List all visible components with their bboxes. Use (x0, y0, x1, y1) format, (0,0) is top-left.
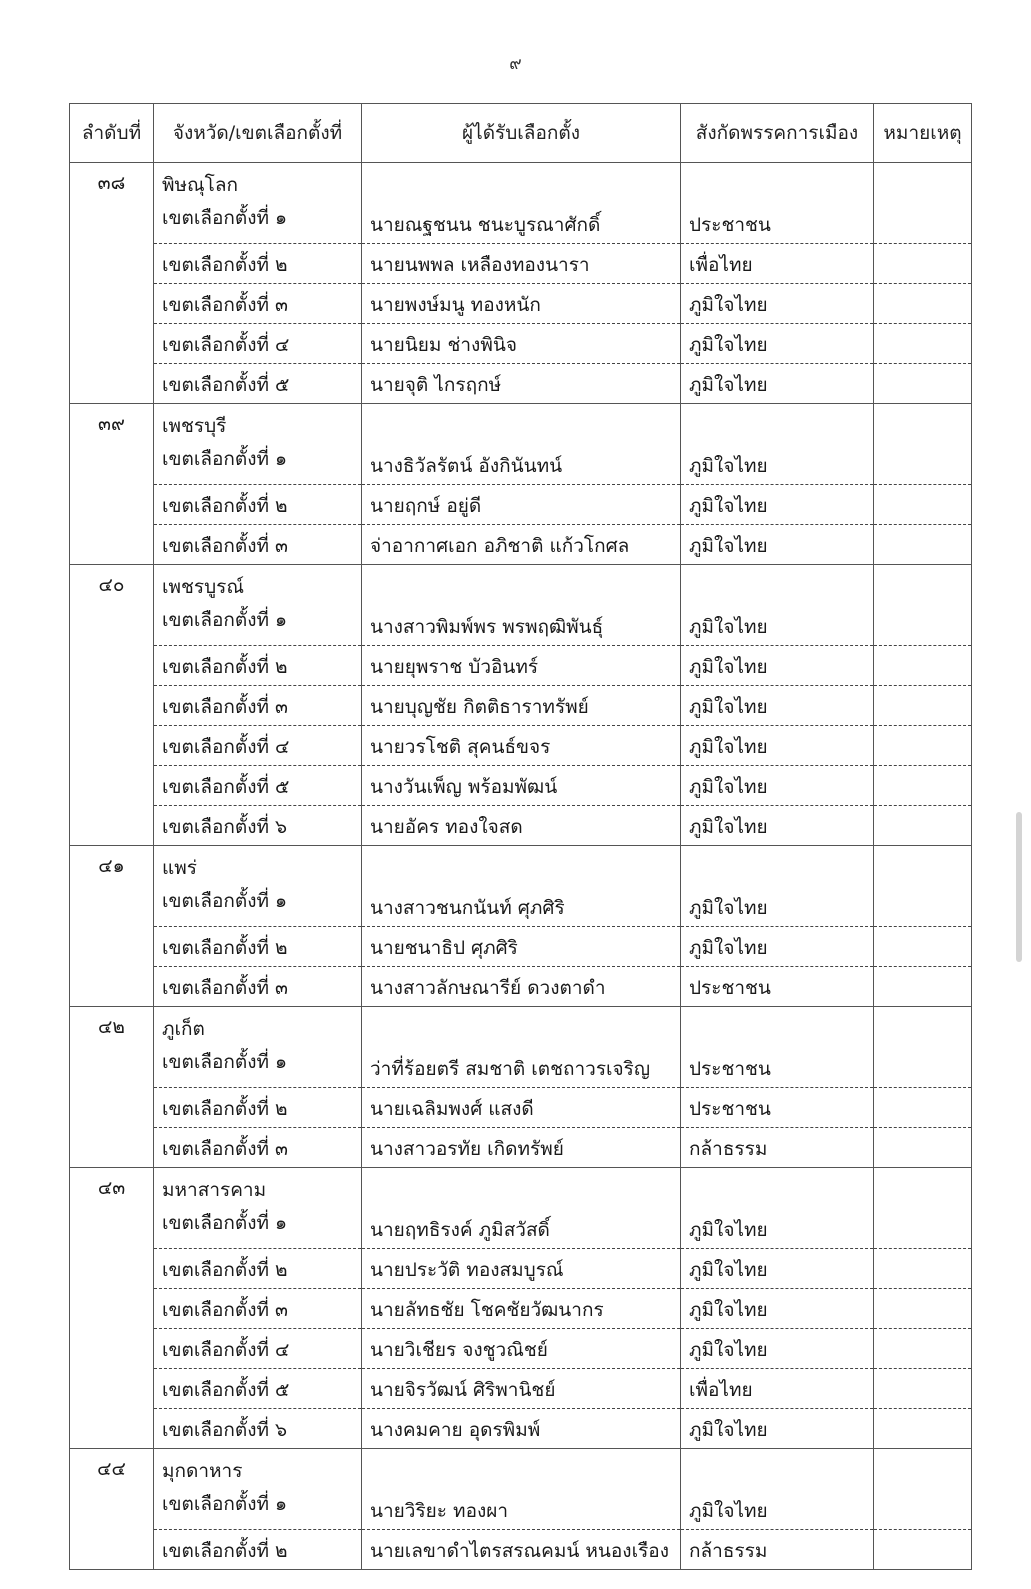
elected-name: นายอัคร ทองใจสด (362, 806, 681, 846)
table-row (70, 646, 972, 686)
table-row (70, 726, 972, 766)
province-name: มหาสารคาม (162, 1179, 267, 1201)
elected-name: นายวิเชียร จงชูวณิชย์ (362, 1329, 681, 1369)
party-name: เพื่อไทย (681, 244, 874, 284)
party-name: ภูมิใจไทย (681, 485, 874, 525)
note (874, 163, 972, 244)
province-name: พิษณุโลก (162, 174, 239, 196)
sequence-number: ๔๑ (70, 846, 154, 1007)
party-name: กล้าธรรม (681, 1530, 874, 1570)
table-body (70, 163, 972, 1570)
elected-name: นายวรโชติ สุคนธ์ขจร (362, 726, 681, 766)
province-name: เพชรบูรณ์ (162, 576, 245, 598)
district-label: เขตเลือกตั้งที่ ๓ (154, 525, 362, 565)
party-name: ภูมิใจไทย (681, 1168, 874, 1249)
elected-name: นางคมคาย อุดรพิมพ์ (362, 1409, 681, 1449)
note (874, 927, 972, 967)
party-name: กล้าธรรม (681, 1128, 874, 1168)
note (874, 364, 972, 404)
note (874, 646, 972, 686)
party-name: ประชาชน (681, 967, 874, 1007)
party-name: ภูมิใจไทย (681, 525, 874, 565)
elected-name: นายชนาธิป ศุภศิริ (362, 927, 681, 967)
table-row (70, 163, 972, 244)
note (874, 686, 972, 726)
district-label: เขตเลือกตั้งที่ ๒ (154, 1530, 362, 1570)
party-name: ภูมิใจไทย (681, 927, 874, 967)
elected-name: นางวันเพ็ญ พร้อมพัฒน์ (362, 766, 681, 806)
table-row (70, 1249, 972, 1289)
district-label: เขตเลือกตั้งที่ ๓ (154, 686, 362, 726)
elected-name: นางธิวัลรัตน์ อังกินันทน์ (362, 404, 681, 485)
header-note: หมายเหตุ (874, 104, 972, 163)
party-name: ภูมิใจไทย (681, 846, 874, 927)
note (874, 1329, 972, 1369)
table-row (70, 1409, 972, 1449)
party-name: ภูมิใจไทย (681, 1289, 874, 1329)
province-district-cell (154, 846, 362, 927)
party-name: ภูมิใจไทย (681, 686, 874, 726)
province-district-cell (154, 1449, 362, 1530)
district-label: เขตเลือกตั้งที่ ๑ (162, 1493, 288, 1515)
sequence-number: ๓๙ (70, 404, 154, 565)
elected-name: นายลัทธชัย โชคชัยวัฒนากร (362, 1289, 681, 1329)
district-label: เขตเลือกตั้งที่ ๒ (154, 1088, 362, 1128)
district-label: เขตเลือกตั้งที่ ๕ (154, 1369, 362, 1409)
header-elected-person: ผู้ได้รับเลือกตั้ง (362, 104, 681, 163)
sequence-number: ๔๔ (70, 1449, 154, 1570)
page-number: ๙ (509, 54, 522, 74)
note (874, 1249, 972, 1289)
table-row (70, 1369, 972, 1409)
table-row (70, 244, 972, 284)
province-district-cell (154, 1007, 362, 1088)
election-results-table (69, 103, 972, 1570)
table-row (70, 1530, 972, 1570)
table-row (70, 364, 972, 404)
party-name: ภูมิใจไทย (681, 726, 874, 766)
party-name: ประชาชน (681, 1007, 874, 1088)
district-label: เขตเลือกตั้งที่ ๒ (154, 927, 362, 967)
note (874, 1449, 972, 1530)
note (874, 1128, 972, 1168)
header-province-district: จังหวัด/เขตเลือกตั้งที่ (154, 104, 362, 163)
sequence-number: ๔๒ (70, 1007, 154, 1168)
party-name: ภูมิใจไทย (681, 284, 874, 324)
elected-name: จ่าอากาศเอก อภิชาติ แก้วโกศล (362, 525, 681, 565)
table-row (70, 766, 972, 806)
table-row (70, 927, 972, 967)
province-district-cell (154, 565, 362, 646)
district-label: เขตเลือกตั้งที่ ๒ (154, 485, 362, 525)
district-label: เขตเลือกตั้งที่ ๖ (154, 1409, 362, 1449)
table-row (70, 404, 972, 485)
elected-name: นางสาวลักษณารีย์ ดวงตาดำ (362, 967, 681, 1007)
elected-name: นายณฐชนน ชนะบูรณาศักดิ์ (362, 163, 681, 244)
note (874, 806, 972, 846)
note (874, 726, 972, 766)
elected-name: นางสาวชนกนันท์ ศุภศิริ (362, 846, 681, 927)
province-name: เพชรบุรี (162, 415, 227, 437)
elected-name: นายจิรวัฒน์ ศิริพานิชย์ (362, 1369, 681, 1409)
province-name: ภูเก็ต (162, 1018, 205, 1040)
table-row (70, 525, 972, 565)
note (874, 485, 972, 525)
elected-name: นางสาวพิมพ์พร พรพฤฒิพันธุ์ (362, 565, 681, 646)
note (874, 1409, 972, 1449)
party-name: ภูมิใจไทย (681, 1329, 874, 1369)
note (874, 1369, 972, 1409)
party-name: ภูมิใจไทย (681, 1409, 874, 1449)
elected-name: นายฤกษ์ อยู่ดี (362, 485, 681, 525)
district-label: เขตเลือกตั้งที่ ๑ (162, 207, 288, 229)
elected-name: นางสาวอรทัย เกิดทรัพย์ (362, 1128, 681, 1168)
party-name: เพื่อไทย (681, 1369, 874, 1409)
note (874, 1530, 972, 1570)
table-row (70, 967, 972, 1007)
table-row (70, 565, 972, 646)
note (874, 244, 972, 284)
party-name: ภูมิใจไทย (681, 1249, 874, 1289)
elected-name: ว่าที่ร้อยตรี สมชาติ เตชถาวรเจริญ (362, 1007, 681, 1088)
party-name: ภูมิใจไทย (681, 565, 874, 646)
province-name: แพร่ (162, 857, 197, 879)
district-label: เขตเลือกตั้งที่ ๕ (154, 364, 362, 404)
province-name: มุกดาหาร (162, 1460, 243, 1482)
table-row (70, 1007, 972, 1088)
note (874, 846, 972, 927)
note (874, 404, 972, 485)
table-row (70, 1329, 972, 1369)
elected-name: นายนพพล เหลืองทองนารา (362, 244, 681, 284)
note (874, 1007, 972, 1088)
elected-name: นายจุติ ไกรฤกษ์ (362, 364, 681, 404)
elected-name: นายนิยม ช่างพินิจ (362, 324, 681, 364)
party-name: ประชาชน (681, 163, 874, 244)
elected-name: นายเฉลิมพงศ์ แสงดี (362, 1088, 681, 1128)
table-row (70, 846, 972, 927)
district-label: เขตเลือกตั้งที่ ๑ (162, 1212, 288, 1234)
elected-name: นายเลขาดำไตรสรณคมน์ หนองเรือง (362, 1530, 681, 1570)
district-label: เขตเลือกตั้งที่ ๔ (154, 324, 362, 364)
district-label: เขตเลือกตั้งที่ ๒ (154, 244, 362, 284)
table-row (70, 324, 972, 364)
district-label: เขตเลือกตั้งที่ ๔ (154, 1329, 362, 1369)
note (874, 565, 972, 646)
district-label: เขตเลือกตั้งที่ ๓ (154, 1289, 362, 1329)
district-label: เขตเลือกตั้งที่ ๑ (162, 890, 288, 912)
district-label: เขตเลือกตั้งที่ ๑ (162, 1051, 288, 1073)
district-label: เขตเลือกตั้งที่ ๓ (154, 284, 362, 324)
table-row (70, 284, 972, 324)
district-label: เขตเลือกตั้งที่ ๓ (154, 1128, 362, 1168)
district-label: เขตเลือกตั้งที่ ๓ (154, 967, 362, 1007)
elected-name: นายบุญชัย กิตติธาราทรัพย์ (362, 686, 681, 726)
party-name: ภูมิใจไทย (681, 806, 874, 846)
elected-name: นายพงษ์มนู ทองหนัก (362, 284, 681, 324)
elected-name: นายวิริยะ ทองผา (362, 1449, 681, 1530)
note (874, 1289, 972, 1329)
sequence-number: ๓๘ (70, 163, 154, 404)
district-label: เขตเลือกตั้งที่ ๖ (154, 806, 362, 846)
header-party: สังกัดพรรคการเมือง (681, 104, 874, 163)
sequence-number: ๔๐ (70, 565, 154, 846)
table-row (70, 1168, 972, 1249)
table-row (70, 686, 972, 726)
district-label: เขตเลือกตั้งที่ ๕ (154, 766, 362, 806)
district-label: เขตเลือกตั้งที่ ๒ (154, 646, 362, 686)
header-seq: ลำดับที่ (70, 104, 154, 163)
note (874, 967, 972, 1007)
note (874, 324, 972, 364)
party-name: ภูมิใจไทย (681, 1449, 874, 1530)
party-name: ภูมิใจไทย (681, 646, 874, 686)
table-row (70, 1289, 972, 1329)
elected-name: นายฤทธิรงค์ ภูมิสวัสดิ์ (362, 1168, 681, 1249)
district-label: เขตเลือกตั้งที่ ๒ (154, 1249, 362, 1289)
party-name: ภูมิใจไทย (681, 324, 874, 364)
elected-name: นายประวัติ ทองสมบูรณ์ (362, 1249, 681, 1289)
province-district-cell (154, 404, 362, 485)
province-district-cell (154, 163, 362, 244)
table-row (70, 1449, 972, 1530)
note (874, 1088, 972, 1128)
province-district-cell (154, 1168, 362, 1249)
party-name: ภูมิใจไทย (681, 766, 874, 806)
note (874, 284, 972, 324)
table-row (70, 485, 972, 525)
district-label: เขตเลือกตั้งที่ ๑ (162, 609, 288, 631)
table-row (70, 1088, 972, 1128)
table-row (70, 1128, 972, 1168)
note (874, 1168, 972, 1249)
party-name: ภูมิใจไทย (681, 404, 874, 485)
scrollbar-thumb[interactable] (1016, 812, 1022, 962)
elected-name: นายยุพราช บัวอินทร์ (362, 646, 681, 686)
party-name: ประชาชน (681, 1088, 874, 1128)
party-name: ภูมิใจไทย (681, 364, 874, 404)
district-label: เขตเลือกตั้งที่ ๑ (162, 448, 288, 470)
district-label: เขตเลือกตั้งที่ ๔ (154, 726, 362, 766)
header-row (70, 104, 972, 163)
note (874, 525, 972, 565)
table-row (70, 806, 972, 846)
note (874, 766, 972, 806)
sequence-number: ๔๓ (70, 1168, 154, 1449)
